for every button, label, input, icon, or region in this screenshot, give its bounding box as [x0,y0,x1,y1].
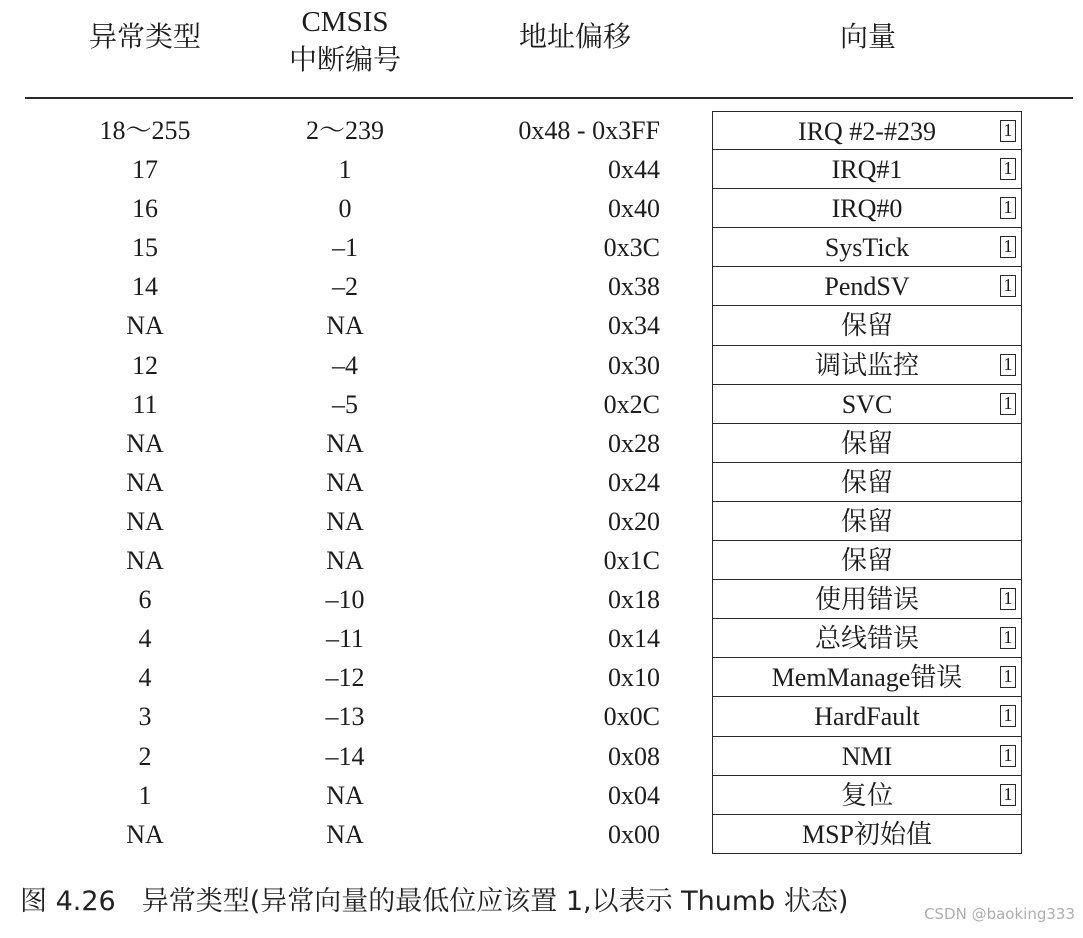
table-row [0,502,1083,541]
cell-cmsis-number: –10 [325,585,365,615]
thumb-bit-box: 1 [1000,158,1016,180]
table-row [0,541,1083,580]
vector-label: 调试监控 [814,350,919,380]
watermark: CSDN @baoking333 [924,905,1075,923]
vector-label: 复位 [840,780,893,810]
table-row [0,228,1083,267]
cell-vector [712,267,1022,306]
cell-exception-type: NA [126,819,164,849]
table-row [0,658,1083,697]
cell-vector [712,306,1022,345]
vector-label: SVC [841,389,893,419]
thumb-bit-box: 1 [1000,705,1016,727]
vector-label: NMI [841,741,893,771]
cell-address-offset: 0x40 [608,194,660,224]
cell-vector [712,346,1022,385]
cell-address-offset: 0x20 [608,506,660,536]
cell-vector [712,111,1022,150]
cell-exception-type: 3 [138,702,152,732]
cell-vector [712,228,1022,267]
cell-vector [712,815,1022,854]
cell-exception-type: NA [126,311,164,341]
thumb-bit-box: 1 [1000,393,1016,415]
cell-exception-type: 12 [132,350,158,380]
cell-cmsis-number: 1 [338,155,352,185]
cell-exception-type: NA [126,467,164,497]
cell-exception-type: 1 [138,780,152,810]
thumb-bit-box: 1 [1000,588,1016,610]
cell-exception-type: NA [126,546,164,576]
cell-exception-type: 15 [132,233,158,263]
figure-caption [8,882,1083,922]
cell-cmsis-number: 2～239 [305,116,384,145]
cell-vector [712,150,1022,189]
cell-vector [712,776,1022,815]
vector-label: 总线错误 [814,624,919,654]
cell-vector [712,502,1022,541]
cell-vector [712,385,1022,424]
table-row [0,424,1083,463]
cell-vector [712,463,1022,502]
cell-address-offset: 0x1C [603,546,660,576]
vector-label: IRQ #2-#239 [798,117,936,146]
table-row [0,385,1083,424]
vector-label: PendSV [824,272,910,302]
vector-label: HardFault [814,702,920,732]
thumb-bit-box: 1 [1000,236,1016,258]
cell-exception-type: 2 [138,741,152,771]
cell-cmsis-number: NA [326,819,364,849]
thumb-bit-box: 1 [1000,120,1016,142]
cell-address-offset: 0x08 [608,741,660,771]
cell-cmsis-number: 0 [338,194,352,224]
table-row [0,776,1083,815]
table-row [0,737,1083,776]
table-row [0,111,1083,150]
cell-cmsis-number: –13 [325,702,365,732]
cell-cmsis-number: NA [326,311,364,341]
cell-exception-type: 4 [138,624,152,654]
cell-address-offset: 0x38 [608,272,660,302]
cell-vector [712,697,1022,736]
cell-address-offset: 0x2C [603,389,660,419]
cell-vector [712,541,1022,580]
thumb-bit-box: 1 [1000,354,1016,376]
caption-text: 异常类型(异常向量的最低位应该置 1,以表示 Thumb 状态) [141,886,849,917]
table-row [0,463,1083,502]
header-exception-type: 异常类型 [88,20,201,53]
thumb-bit-box: 1 [1000,197,1016,219]
cell-address-offset: 0x18 [608,585,660,615]
cell-address-offset: 0x34 [608,311,660,341]
cell-exception-type: 11 [132,389,158,419]
cell-vector [712,737,1022,776]
table-row [0,150,1083,189]
cell-exception-type: 4 [138,663,152,693]
cell-exception-type: 16 [132,194,158,224]
cell-address-offset: 0x48 - 0x3FF [518,116,660,145]
cell-address-offset: 0x10 [608,663,660,693]
cell-address-offset: 0x44 [608,155,660,185]
table-row [0,267,1083,306]
table-row [0,346,1083,385]
cell-vector [712,658,1022,697]
cell-address-offset: 0x0C [603,702,660,732]
cell-vector [712,619,1022,658]
cell-cmsis-number: –2 [332,272,358,302]
cell-exception-type: 6 [138,585,152,615]
thumb-bit-box: 1 [1000,666,1016,688]
vector-label: 保留 [840,546,893,576]
cell-exception-type: 14 [132,272,158,302]
vector-label: IRQ#1 [831,155,903,185]
header-cmsis-number [230,3,460,79]
cell-cmsis-number: –11 [325,624,365,654]
table-row [0,815,1083,854]
cell-cmsis-number: NA [326,546,364,576]
cell-exception-type: NA [126,506,164,536]
thumb-bit-box: 1 [1000,784,1016,806]
cell-cmsis-number: NA [326,506,364,536]
cell-cmsis-number: –5 [332,389,358,419]
vector-label: IRQ#0 [831,194,903,224]
header-divider [25,97,1073,99]
cell-vector [712,424,1022,463]
cell-cmsis-number: –1 [332,233,358,263]
vector-label: 保留 [840,506,893,536]
figure-label: 图 4.26 [20,886,116,917]
vector-label: 保留 [840,311,893,341]
vector-label: 保留 [840,467,893,497]
cell-address-offset: 0x04 [608,780,660,810]
vector-table [0,111,1083,854]
header-address-offset: 地址偏移 [518,20,631,53]
table-row [0,580,1083,619]
cell-exception-type: NA [126,428,164,458]
vector-label: SysTick [824,233,910,263]
table-row [0,306,1083,345]
cell-cmsis-number: NA [326,780,364,810]
cell-address-offset: 0x24 [608,467,660,497]
cell-address-offset: 0x28 [608,428,660,458]
cell-exception-type: 17 [132,155,158,185]
cell-cmsis-number: –4 [332,350,358,380]
cell-address-offset: 0x30 [608,350,660,380]
cell-address-offset: 0x3C [603,233,660,263]
vector-label: MemManage错误 [771,663,963,693]
table-row [0,189,1083,228]
thumb-bit-box: 1 [1000,745,1016,767]
vector-label: MSP初始值 [801,819,933,849]
cell-address-offset: 0x00 [608,819,660,849]
thumb-bit-box: 1 [1000,275,1016,297]
header-cmsis-line2: 中断编号 [288,43,401,76]
header-cmsis-line1: CMSIS [301,6,389,38]
cell-cmsis-number: –14 [325,741,365,771]
cell-cmsis-number: –12 [325,663,365,693]
cell-cmsis-number: NA [326,428,364,458]
cell-vector [712,580,1022,619]
vector-label: 保留 [840,428,893,458]
thumb-bit-box: 1 [1000,627,1016,649]
table-row [0,619,1083,658]
vector-label: 使用错误 [814,585,919,615]
cell-vector [712,189,1022,228]
cell-exception-type: 18～255 [99,116,191,145]
cell-address-offset: 0x14 [608,624,660,654]
header-vector: 向量 [839,20,896,53]
table-row [0,697,1083,736]
cell-cmsis-number: NA [326,467,364,497]
